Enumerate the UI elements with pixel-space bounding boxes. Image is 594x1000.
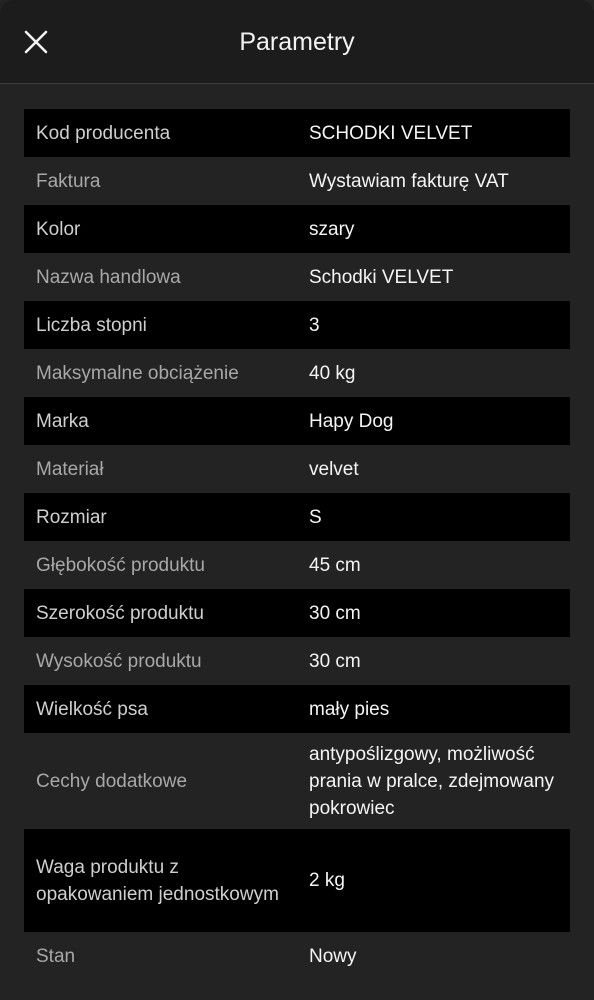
param-row-szerokosc bbox=[24, 589, 570, 637]
param-label: Kolor bbox=[36, 218, 81, 240]
param-row-cechy-dodatkowe bbox=[24, 733, 570, 829]
param-row-waga-produktu bbox=[24, 829, 570, 932]
param-value: Nowy bbox=[309, 945, 357, 967]
param-row-nazwa-handlowa bbox=[24, 253, 570, 301]
param-value: 2 kg bbox=[309, 870, 345, 891]
parameters-table bbox=[24, 109, 570, 980]
param-value: 40 kg bbox=[309, 362, 356, 384]
param-label: Wielkość psa bbox=[36, 698, 148, 720]
param-row-kolor bbox=[24, 205, 570, 253]
param-value: 30 cm bbox=[309, 602, 361, 624]
param-value: 3 bbox=[309, 314, 320, 336]
close-button[interactable] bbox=[20, 26, 52, 58]
param-label: Szerokość produktu bbox=[36, 602, 204, 624]
param-label: Liczba stopni bbox=[36, 314, 147, 336]
param-value: szary bbox=[309, 218, 355, 240]
param-label: Materiał bbox=[36, 458, 104, 480]
param-label: Waga produktu z opakowaniem jednostkowym bbox=[36, 856, 279, 905]
param-value: mały pies bbox=[309, 698, 390, 720]
param-row-faktura bbox=[24, 157, 570, 205]
param-label: Kod producenta bbox=[36, 122, 171, 144]
param-row-liczba-stopni bbox=[24, 301, 570, 349]
page-title: Parametry bbox=[239, 28, 355, 56]
param-value: 45 cm bbox=[309, 554, 361, 576]
param-row-maksymalne-obciazenie bbox=[24, 349, 570, 397]
param-value: SCHODKI VELVET bbox=[309, 122, 473, 144]
param-label: Marka bbox=[36, 410, 89, 432]
param-label: Rozmiar bbox=[36, 506, 107, 528]
param-value: S bbox=[309, 506, 322, 528]
param-value: velvet bbox=[309, 458, 359, 480]
param-value: 30 cm bbox=[309, 650, 361, 672]
param-row-stan bbox=[24, 932, 570, 980]
param-row-wielkosc-psa bbox=[24, 685, 570, 733]
param-row-wysokosc bbox=[24, 637, 570, 685]
param-label: Nazwa handlowa bbox=[36, 266, 181, 288]
param-label: Stan bbox=[36, 945, 76, 967]
param-row-marka bbox=[24, 397, 570, 445]
param-label: Głębokość produktu bbox=[36, 554, 205, 576]
param-row-kod-producenta bbox=[24, 109, 570, 157]
param-label: Faktura bbox=[36, 170, 101, 192]
param-label: Cechy dodatkowe bbox=[36, 770, 188, 792]
param-value: Hapy Dog bbox=[309, 410, 394, 432]
close-icon bbox=[24, 30, 48, 54]
param-value: Wystawiam fakturę VAT bbox=[309, 170, 509, 192]
param-row-material bbox=[24, 445, 570, 493]
param-label: Maksymalne obciążenie bbox=[36, 362, 239, 384]
param-value: Schodki VELVET bbox=[309, 266, 454, 288]
sheet-header bbox=[0, 0, 594, 84]
param-row-glebokosc bbox=[24, 541, 570, 589]
param-label: Wysokość produktu bbox=[36, 650, 202, 672]
param-value: antypoślizgowy, możliwość prania w pralce, zdejmowany pokrowiec bbox=[309, 743, 555, 819]
param-row-rozmiar bbox=[24, 493, 570, 541]
